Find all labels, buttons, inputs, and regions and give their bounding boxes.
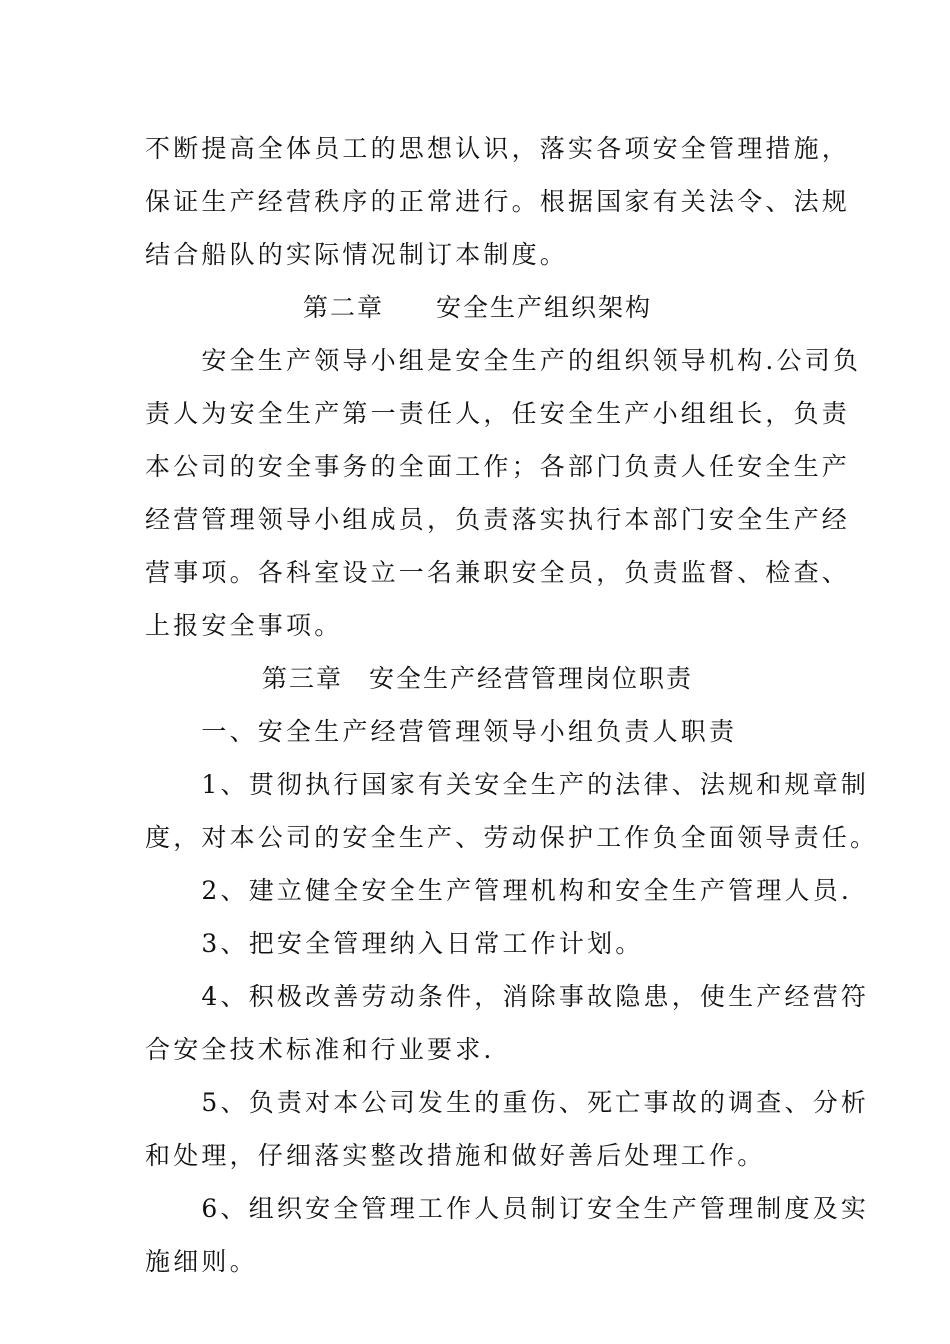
text-line: 施细则。 xyxy=(145,1247,258,1276)
document-body xyxy=(145,122,879,1288)
text-line: 营事项。各科室设立一名兼职安全员，负责监督、检查、 xyxy=(145,558,851,587)
chapter-number: 第三章 xyxy=(261,664,343,693)
text-line: 本公司的安全事务的全面工作；各部门负责人任安全生产 xyxy=(145,452,851,481)
text-line: 保证生产经营秩序的正常进行。根据国家有关法令、法规 xyxy=(145,187,851,216)
text-line: 上报安全事项。 xyxy=(145,611,343,640)
text-line: 1、贯彻执行国家有关安全生产的法律、法规和规章制 xyxy=(145,770,870,799)
text-line: 不断提高全体员工的思想认识，落实各项安全管理措施， xyxy=(145,134,851,163)
text-line: 合安全技术标准和行业要求. xyxy=(145,1035,495,1064)
section-heading: 一、安全生产经营管理领导小组负责人职责 xyxy=(145,717,738,746)
text-line: 2、建立健全安全生产管理机构和安全生产管理人员. xyxy=(145,876,853,905)
text-line: 度，对本公司的安全生产、劳动保护工作负全面领导责任。 xyxy=(145,823,879,852)
chapter-heading-3 xyxy=(145,652,810,705)
chapter-heading-2 xyxy=(145,281,810,334)
text-line: 和处理，仔细落实整改措施和做好善后处理工作。 xyxy=(145,1141,766,1170)
chapter-title: 安全生产经营管理岗位职责 xyxy=(369,664,694,693)
text-line: 5、负责对本公司发生的重伤、死亡事故的调查、分析 xyxy=(145,1088,870,1117)
text-line: 安全生产领导小组是安全生产的组织领导机构.公司负 xyxy=(145,346,862,375)
text-line: 经营管理领导小组成员，负责落实执行本部门安全生产经 xyxy=(145,505,851,534)
chapter-title: 安全生产组织架构 xyxy=(436,293,653,322)
text-line: 3、把安全管理纳入日常工作计划。 xyxy=(145,929,644,958)
text-line: 责人为安全生产第一责任人，任安全生产小组组长，负责 xyxy=(145,399,851,428)
text-line: 6、组织安全管理工作人员制订安全生产管理制度及实 xyxy=(145,1194,870,1223)
text-line: 4、积极改善劳动条件，消除事故隐患，使生产经营符 xyxy=(145,982,870,1011)
chapter-number: 第二章 xyxy=(302,293,384,322)
text-line: 结合船队的实际情况制订本制度。 xyxy=(145,240,569,269)
